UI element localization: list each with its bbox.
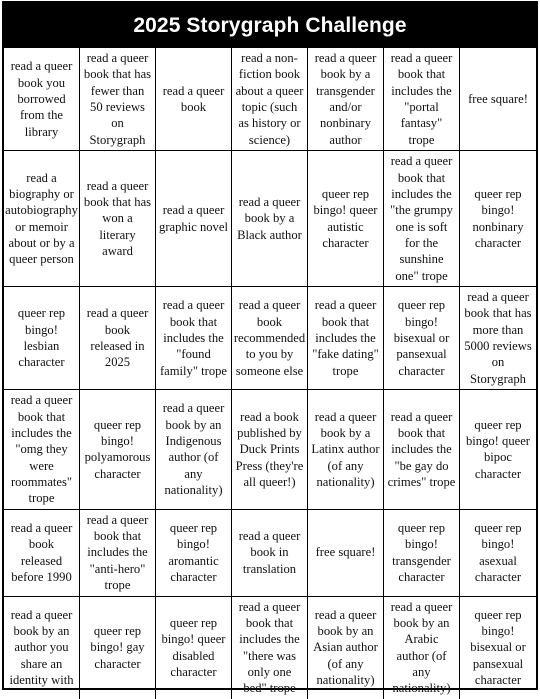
bingo-square: read a book published by Duck Prints Press (they're all queer!) xyxy=(232,390,308,510)
bingo-square: read a queer book by an Indigenous author (of any nationality) xyxy=(156,390,232,510)
bingo-square: read a queer book by a transgender and/or nonbinary author xyxy=(308,48,384,151)
bingo-square: read a queer book recommended to you by someone else xyxy=(232,287,308,390)
bingo-square: queer rep bingo! bisexual or pansexual character xyxy=(470,607,526,688)
bingo-square: queer rep bingo! queer disabled character xyxy=(156,597,232,699)
bingo-square: queer rep bingo! polyamorous character xyxy=(80,390,156,510)
bingo-square: read a queer book that includes the "the grumpy one is soft for the sunshine one" trope xyxy=(384,151,460,287)
bingo-square: read a queer book that includes the "be gay do crimes" trope xyxy=(384,390,460,510)
free-square: free square! xyxy=(460,48,536,151)
bingo-square: read a queer book by a Latinx author (of any nationality) xyxy=(308,390,384,510)
bingo-square: read a queer book in translation xyxy=(232,510,308,597)
bingo-square: queer rep bingo! aromantic character xyxy=(156,510,232,597)
card-title: 2025 Storygraph Challenge xyxy=(4,3,536,48)
bingo-row-1 xyxy=(4,48,536,151)
bingo-square: read a queer book released in 2025 xyxy=(80,287,156,390)
bingo-square: read a queer book that has fewer than 50 reviews on Storygraph xyxy=(80,48,156,151)
bingo-square: read a queer book that has won a literary award xyxy=(80,151,156,287)
bingo-square: read a queer book that includes the "omg they were roommates" trope xyxy=(4,390,80,510)
bingo-square: read a queer book that includes the "fake dating" trope xyxy=(308,287,384,390)
bingo-row-4 xyxy=(4,390,536,510)
bingo-square: queer rep bingo! gay character xyxy=(80,597,156,699)
bingo-square: read a queer book by an Arabic author (of any nationality) xyxy=(384,597,460,699)
bingo-row-6 xyxy=(4,597,536,699)
bingo-square: queer rep bingo! lesbian character xyxy=(4,287,80,390)
bingo-square: read a queer book by a Black author xyxy=(232,151,308,287)
bingo-row-5 xyxy=(4,510,536,597)
bingo-square: read a non-fiction book about a queer topic (such as history or science) xyxy=(232,48,308,151)
bingo-square: queer rep bingo! transgender character xyxy=(384,510,460,597)
bingo-square: read a queer graphic novel xyxy=(156,151,232,287)
bingo-square: read a biography or autobiography or memoir about or by a queer person xyxy=(4,151,80,287)
bingo-square: queer rep bingo! asexual character xyxy=(460,510,536,597)
bingo-row-3 xyxy=(4,287,536,390)
bingo-square: read a queer book released before 1990 xyxy=(4,510,80,597)
bingo-square: read a queer book that includes the "anti-hero" trope xyxy=(80,510,156,597)
bingo-square: read a queer book that has more than 5000 reviews on Storygraph xyxy=(460,287,536,390)
bingo-square: queer rep bingo! queer autistic character xyxy=(308,151,384,287)
bingo-square: read a queer book that includes the "found family" trope xyxy=(156,287,232,390)
bingo-square: queer rep bingo! bisexual or pansexual character xyxy=(384,287,460,390)
bingo-row-2 xyxy=(4,151,536,287)
bingo-square: read a queer book you borrowed from the library xyxy=(4,48,80,151)
free-square: free square! xyxy=(308,510,384,597)
bingo-square: read a queer book xyxy=(156,48,232,151)
bingo-square: queer rep bingo! queer bipoc character xyxy=(460,390,536,510)
bingo-square: read a queer book by an Asian author (of any nationality) xyxy=(308,597,384,699)
bingo-square: read a queer book that includes the "there was only one bed" trope xyxy=(232,597,308,699)
bingo-square: queer rep bingo! nonbinary character xyxy=(460,151,536,287)
bingo-square: read a queer book by an author you share an identity with xyxy=(4,597,80,699)
bingo-card xyxy=(2,1,538,696)
bingo-square: read a queer book that includes the "portal fantasy" trope xyxy=(384,48,460,151)
